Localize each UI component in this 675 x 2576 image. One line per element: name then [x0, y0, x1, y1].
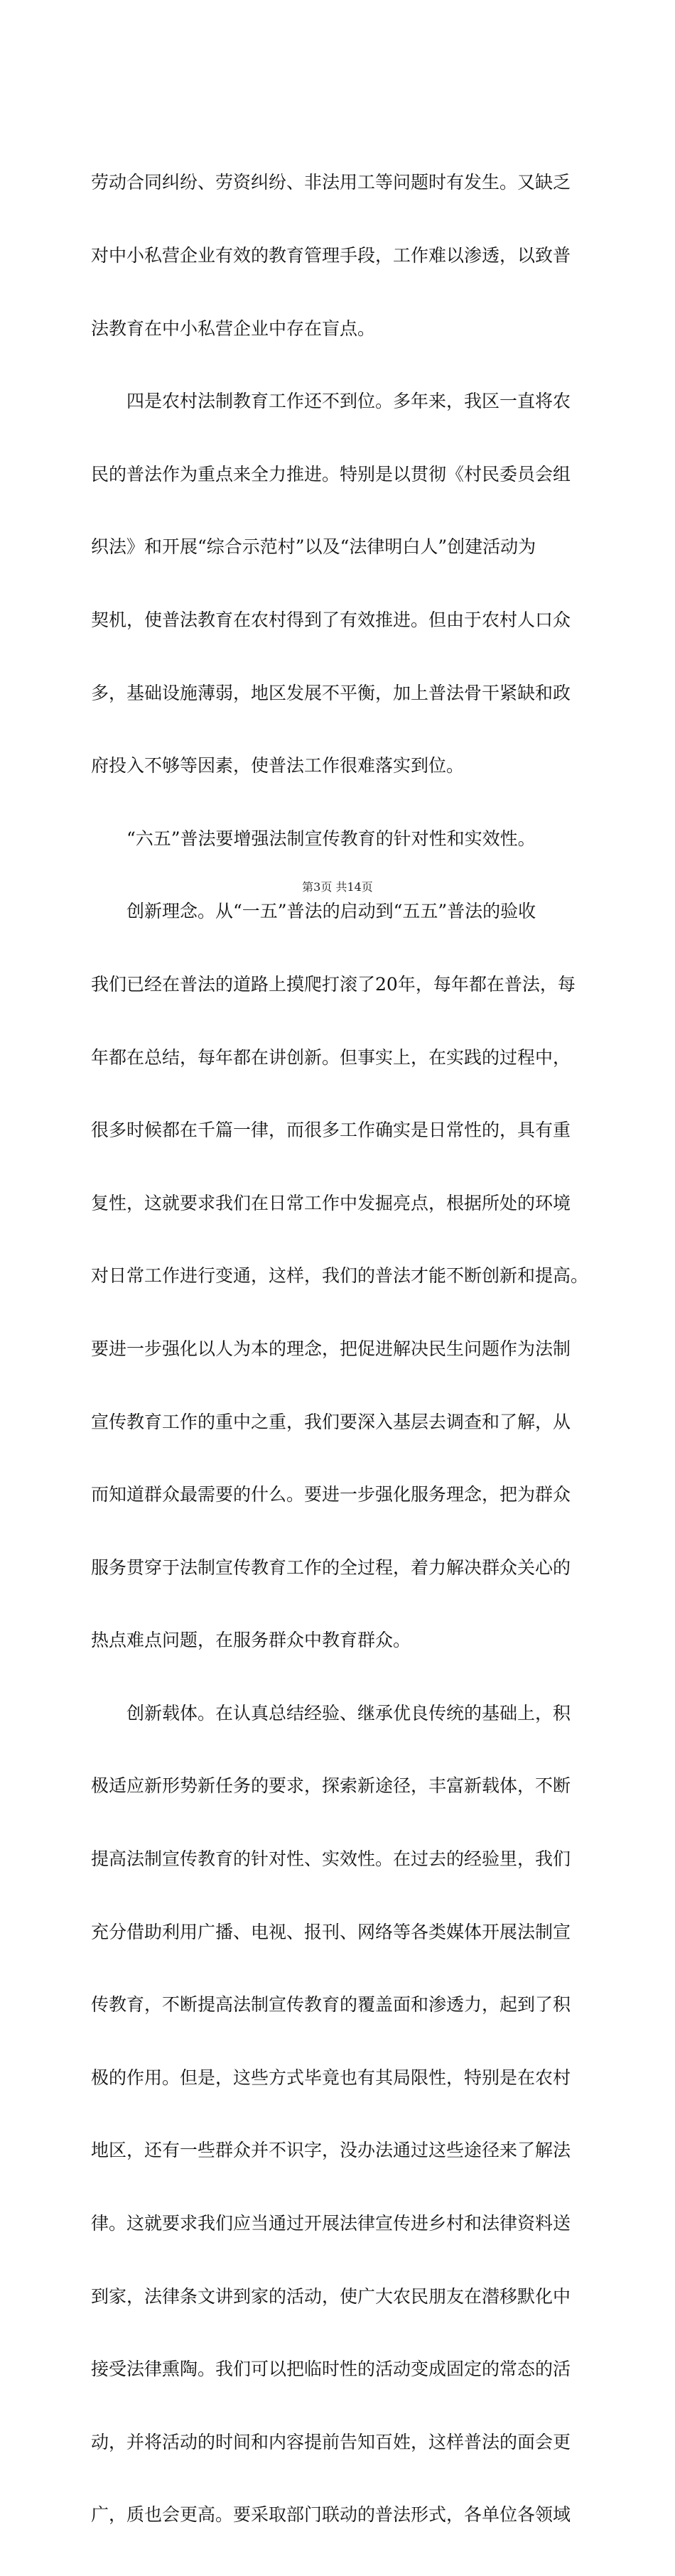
text-line: 动，并将活动的时间和内容提前告知百姓，这样普法的面会更	[91, 2431, 571, 2452]
text-line: 复性，这就要求我们在日常工作中发掘亮点，根据所处的环境	[91, 1192, 571, 1213]
text-line: 劳动合同纠纷、劳资纠纷、非法用工等问题时有发生。又缺乏	[91, 172, 571, 193]
text-line: 传教育，不断提高法制宣传教育的覆盖面和渗透力，起到了积	[91, 1994, 571, 2015]
text-line: 民的普法作为重点来全力推进。特别是以贯彻《村民委员会组	[91, 463, 571, 485]
text-line: 契机，使普法教育在农村得到了有效推进。但由于农村人口众	[91, 609, 571, 630]
text-line: 热点难点问题，在服务群众中教育群众。	[91, 1630, 411, 1651]
page-footer: 第3页 共14页	[302, 880, 373, 894]
text-line: 到家，法律条文讲到家的活动，使广大农民朋友在潜移默化中	[91, 2285, 571, 2307]
text-line: 充分借助利用广播、电视、报刊、网络等各类媒体开展法制宣	[91, 1921, 571, 1942]
text-line: 极的作用。但是，这些方式毕竟也有其局限性，特别是在农村	[91, 2067, 571, 2088]
text-line: 年都在总结，每年都在讲创新。但事实上，在实践的过程中，	[91, 1046, 571, 1068]
text-line: 地区，还有一些群众并不识字，没办法通过这些途径来了解法	[91, 2140, 571, 2161]
text-line: 法教育在中小私营企业中存在盲点。	[91, 318, 376, 339]
text-line: “六五”普法要增强法制宣传教育的针对性和实效性。	[91, 828, 536, 849]
text-line: 府投入不够等因素，使普法工作很难落实到位。	[91, 755, 465, 776]
text-line: 织法》和开展“综合示范村”以及“法律明白人”创建活动为	[91, 536, 536, 558]
text-line: 四是农村法制教育工作还不到位。多年来，我区一直将农	[91, 391, 571, 412]
text-line: 接受法律熏陶。我们可以把临时性的活动变成固定的常态的活	[91, 2359, 571, 2380]
text-line: 我们已经在普法的道路上摸爬打滚了20年，每年都在普法，每	[91, 973, 576, 995]
text-line: 多，基础设施薄弱，地区发展不平衡，加上普法骨干紧缺和政	[91, 682, 571, 703]
text-line: 创新理念。从“一五”普法的启动到“五五”普法的验收	[91, 901, 536, 922]
text-line: 宣传教育工作的重中之重，我们要深入基层去调查和了解，从	[91, 1411, 571, 1432]
body-text	[91, 122, 603, 2576]
text-line: 服务贯穿于法制宣传教育工作的全过程，着力解决群众关心的	[91, 1557, 571, 1578]
text-line: 广，质也会更高。要采取部门联动的普法形式，各单位各领域	[91, 2504, 571, 2526]
text-line: 要进一步强化以人为本的理念，把促进解决民生问题作为法制	[91, 1338, 571, 1359]
text-line: 对中小私营企业有效的教育管理手段，工作难以渗透，以致普	[91, 245, 571, 266]
text-line: 提高法制宣传教育的针对性、实效性。在过去的经验里，我们	[91, 1849, 571, 1870]
text-line: 对日常工作进行变通，这样，我们的普法才能不断创新和提高。	[91, 1265, 589, 1287]
text-line: 创新载体。在认真总结经验、继承优良传统的基础上，积	[91, 1702, 571, 1723]
text-line: 极适应新形势新任务的要求，探索新途径，丰富新载体，不断	[91, 1775, 571, 1797]
text-line: 很多时候都在千篇一律，而很多工作确实是日常性的，具有重	[91, 1120, 571, 1141]
text-line: 律。这就要求我们应当通过开展法律宣传进乡村和法律资料送	[91, 2213, 571, 2234]
text-line: 而知道群众最需要的什么。要进一步强化服务理念，把为群众	[91, 1484, 571, 1505]
